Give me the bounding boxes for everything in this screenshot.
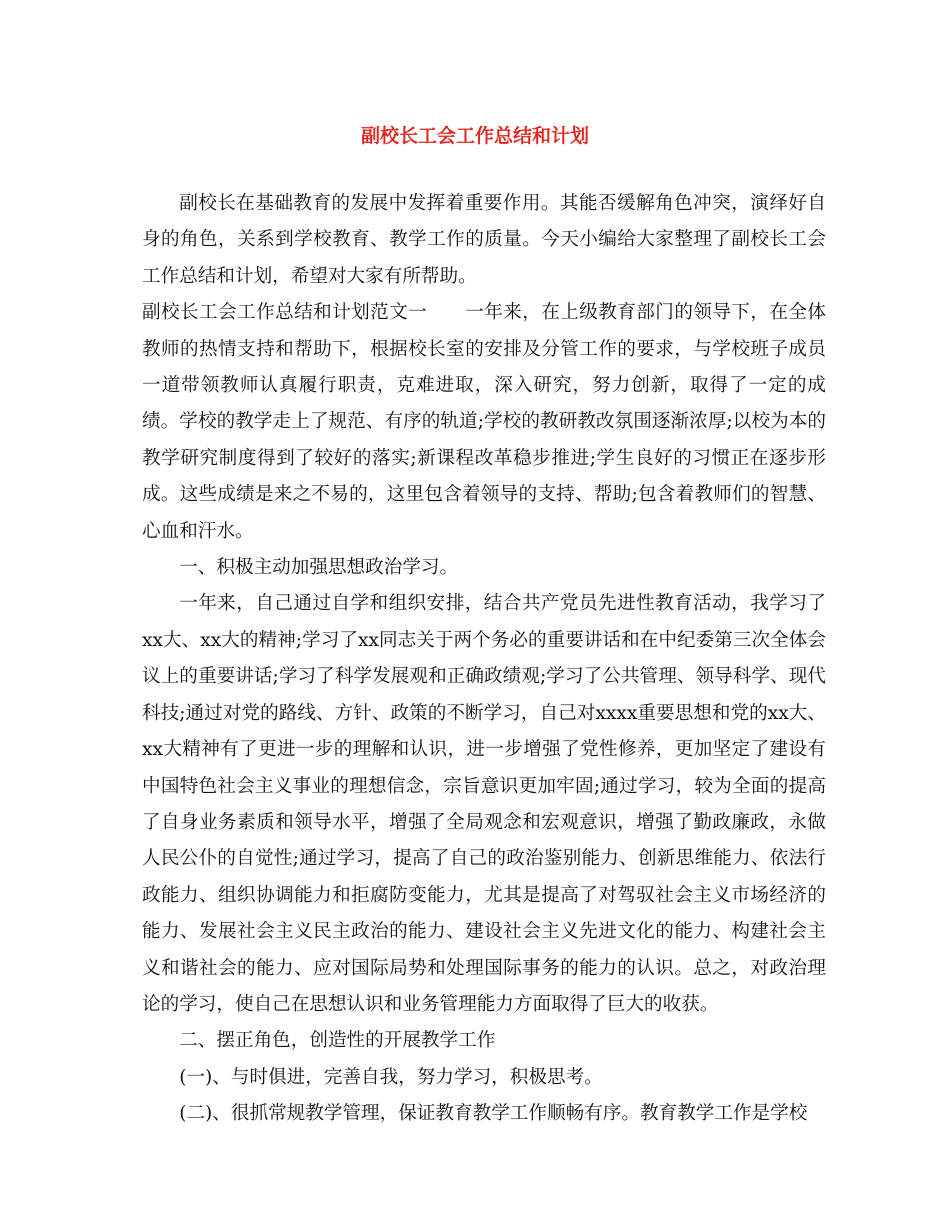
section-heading-2: 二、摆正角色，创造性的开展教学工作 — [179, 1030, 496, 1052]
document-body — [142, 186, 826, 1133]
sample-one-paragraph: 副校长工会工作总结和计划范文一 一年来，在上级教育部门的领导下，在全体教师的热情支持和帮助下，根据校长室的安排及分管工作的要求，与学校班子成员一道带领教师认真履行职责，克难进取，深入研究，努力创新，取得了一定的成绩。学校的教学走上了规范、有序的轨道;学校的教研教改氛围逐渐浓厚;以校为本的教学研究制度得到了较好的落实;新课程改革稳步推进;学生良好的习惯正在逐步形成。这些成绩是来之不易的，这里包含着领导的支持、帮助;包含着教师们的智慧、心血和汗水。 — [142, 302, 826, 542]
section-heading-1: 一、积极主动加强思想政治学习。 — [179, 557, 459, 579]
intro-paragraph: 副校长在基础教育的发展中发挥着重要作用。其能否缓解角色冲突，演绎好自身的角色，关系到学校教育、教学工作的质量。今天小编给大家整理了副校长工会工作总结和计划，希望对大家有所帮助。 — [142, 193, 826, 287]
document-title: 副校长工会工作总结和计划 — [360, 125, 589, 147]
subsection-heading-1: (一)、与时俱进，完善自我，努力学习，积极思考。 — [179, 1066, 603, 1088]
subsection-heading-2: (二)、很抓常规教学管理，保证教育教学工作顺畅有序。教育教学工作是学校 — [179, 1103, 808, 1125]
study-paragraph: 一年来，自己通过自学和组织安排，结合共产党员先进性教育活动，我学习了xx大、xx大的精神;学习了xx同志关于两个务必的重要讲话和在中纪委第三次全体会议上的重要讲话;学习了科学发展观和正确政绩观;学习了公共管理、领导科学、现代科技;通过对党的路线、方针、政策的不断学习，自己对xxxx重要思想和党的xx大、xx大精神有了更进一步的理解和认识，进一步增强了党性修养，更加坚定了建设有中国特色社会主义事业的理想信念，宗旨意识更加牢固;通过学习，较为全面的提高了自身业务素质和领导水平，增强了全局观念和宏观意识，增强了勤政廉政，永做人民公仆的自觉性;通过学习，提高了自己的政治鉴别能力、创新思维能力、依法行政能力、组织协调能力和拒腐防变能力，尤其是提高了对驾驭社会主义市场经济的能力、发展社会主义民主政治的能力、建设社会主义先进文化的能力、构建社会主义和谐社会的能力、应对国际局势和处理国际事务的能力的认识。总之，对政治理论的学习，使自己在思想认识和业务管理能力方面取得了巨大的收获。 — [142, 593, 826, 1015]
